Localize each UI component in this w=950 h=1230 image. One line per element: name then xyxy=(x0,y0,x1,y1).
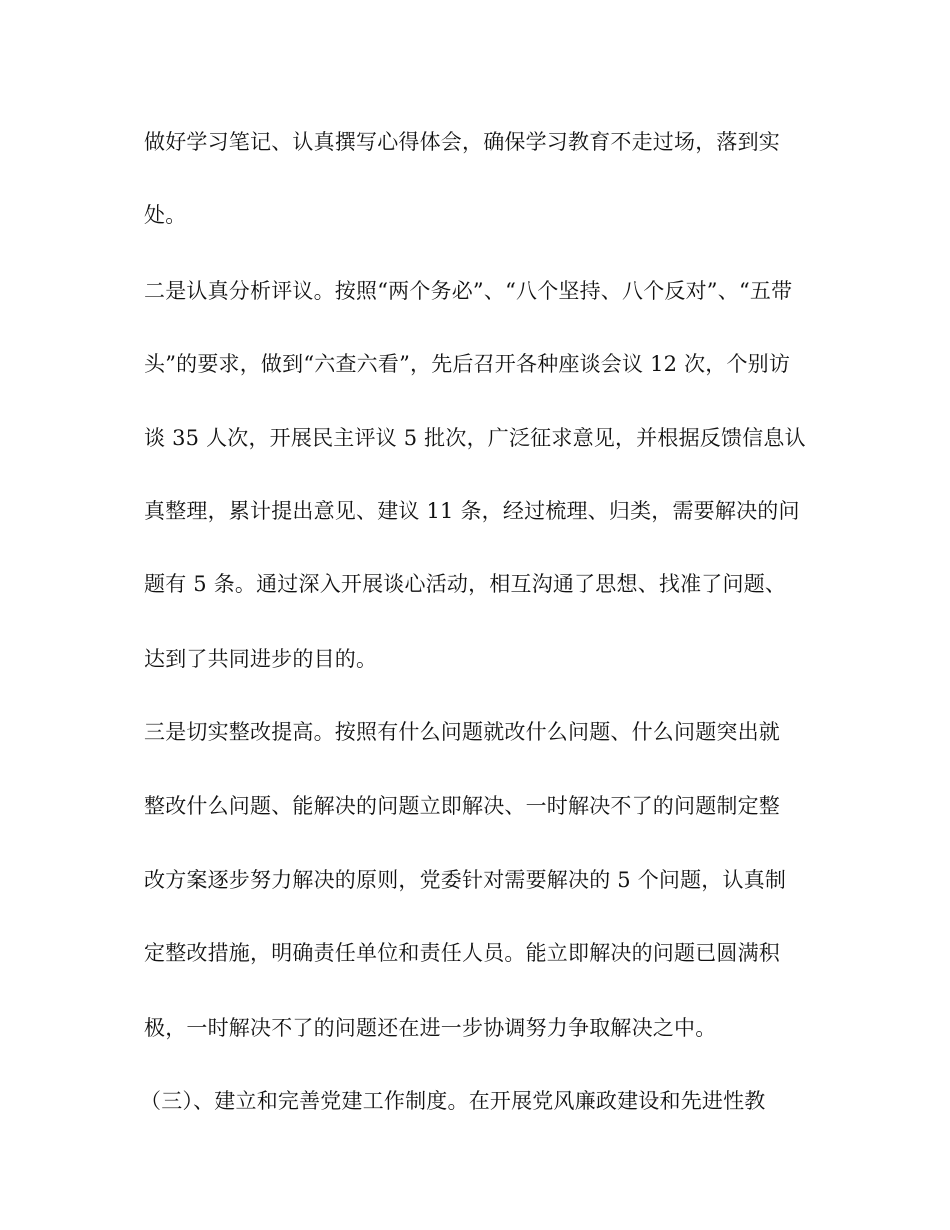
paragraph-line: 整改什么问题、能解决的问题立即解决、一时解决不了的问题制定整 xyxy=(144,794,780,818)
paragraph-line: 谈 35 人次，开展民主评议 5 批次，广泛征求意见，并根据反馈信息认 xyxy=(144,426,806,450)
paragraph-line: 真整理，累计提出意见、建议 11 条，经过梳理、归类，需要解决的问 xyxy=(144,499,800,523)
paragraph-line: 做好学习笔记、认真撰写心得体会，确保学习教育不走过场，落到实 xyxy=(144,130,780,154)
paragraph-line: 处。 xyxy=(144,203,187,227)
paragraph-line: 头”的要求，做到“六查六看”，先后召开各种座谈会议 12 次，个别访 xyxy=(144,352,791,376)
paragraph-line: 二是认真分析评议。按照“两个务必”、“八个坚持、八个反对”、“五带 xyxy=(144,279,793,303)
paragraph-line: 改方案逐步努力解决的原则，党委针对需要解决的 5 个问题，认真制 xyxy=(144,868,787,892)
paragraph-line: 极，一时解决不了的问题还在进一步协调努力争取解决之中。 xyxy=(144,1016,717,1040)
section-heading-line: （三）、建立和完善党建工作制度。在开展党风廉政建设和先进性教 xyxy=(140,1089,766,1113)
paragraph-line: 三是切实整改提高。按照有什么问题就改什么问题、什么问题突出就 xyxy=(144,720,780,744)
paragraph-line: 达到了共同进步的目的。 xyxy=(144,647,378,671)
paragraph-line: 定整改措施，明确责任单位和责任人员。能立即解决的问题已圆满积 xyxy=(144,941,780,965)
paragraph-line: 题有 5 条。通过深入开展谈心活动，相互沟通了思想、找准了问题、 xyxy=(144,572,787,596)
